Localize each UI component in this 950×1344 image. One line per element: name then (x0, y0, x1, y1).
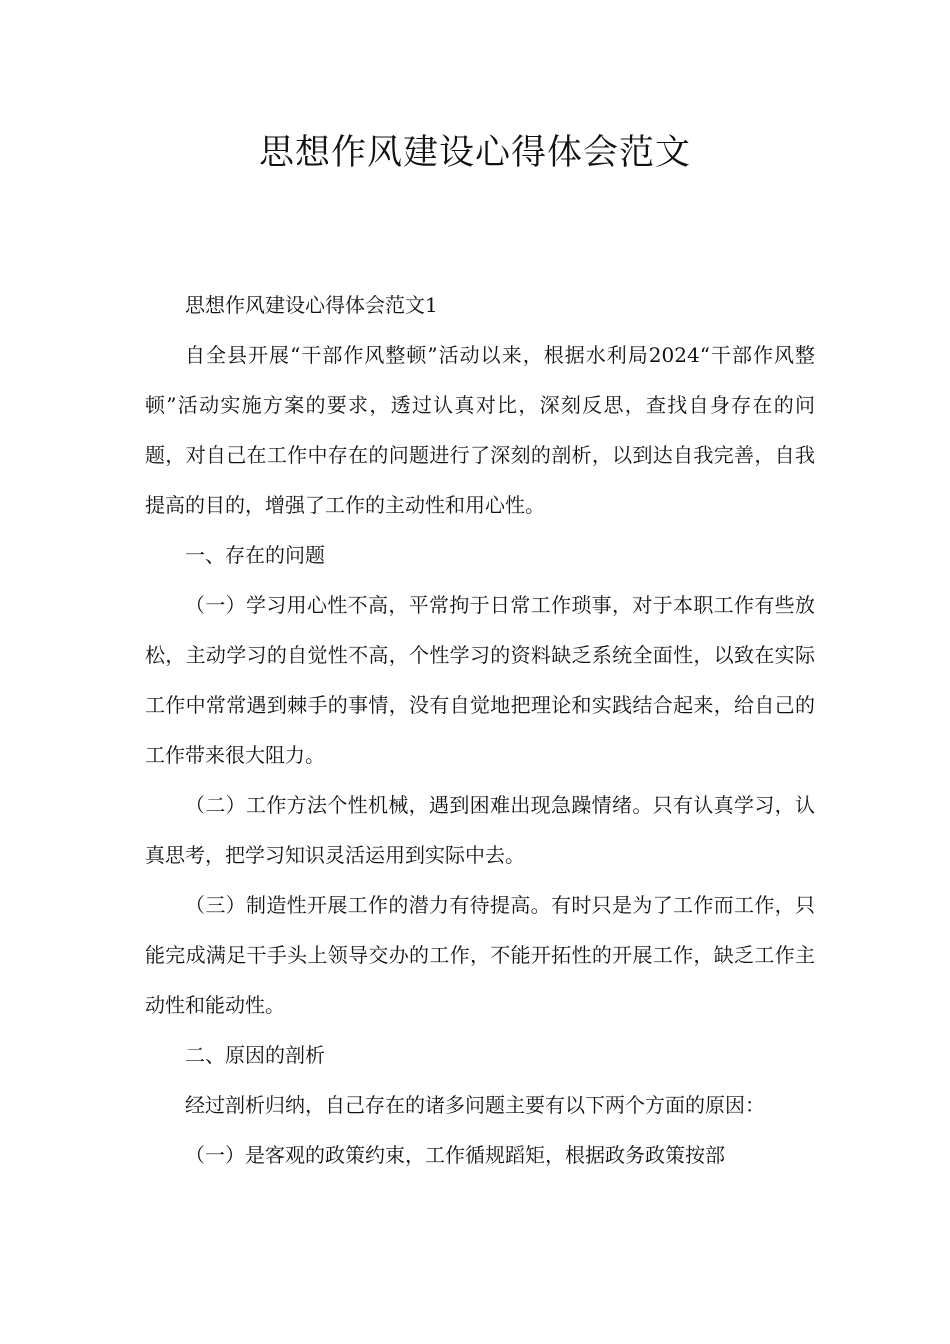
paragraph-subtitle: 思想作风建设心得体会范文1 (185, 293, 438, 317)
section-heading-problems: 一、存在的问题 (185, 543, 325, 567)
paragraph-analysis-intro: 经过剖析归纳，自己存在的诸多问题主要有以下两个方面的原因： (185, 1093, 765, 1117)
paragraph-analysis-1: （一）是客观的政策约束，工作循规蹈矩，根据政务政策按部 (185, 1143, 725, 1167)
paragraph-problem-3: （三）制造性开展工作的潜力有待提高。有时只是为了工作而工作，只能完成满足干手头上领导交办的工作，不能开拓性的开展工作，缺乏工作主动性和能动性。 (145, 893, 815, 1017)
paragraph-intro: 自全县开展“干部作风整顿”活动以来，根据水利局2024“干部作风整顿”活动实施方案的要求，透过认真对比，深刻反思，查找自身存在的问题，对自己在工作中存在的问题进行了深刻的剖析，以到达自我完善，自我提高的目的，增强了工作的主动性和用心性。 (145, 343, 815, 517)
section-heading-analysis: 二、原因的剖析 (185, 1043, 325, 1067)
document-title: 思想作风建设心得体会范文 (258, 133, 691, 173)
paragraph-problem-1: （一）学习用心性不高，平常拘于日常工作琐事，对于本职工作有些放松，主动学习的自觉性不高，个性学习的资料缺乏系统全面性，以致在实际工作中常常遇到棘手的事情，没有自觉地把理论和实践结合起来，给自己的工作带来很大阻力。 (145, 593, 815, 767)
paragraph-problem-2: （二）工作方法个性机械，遇到困难出现急躁情绪。只有认真学习，认真思考，把学习知识灵活运用到实际中去。 (145, 793, 815, 867)
document-body (145, 280, 815, 1180)
